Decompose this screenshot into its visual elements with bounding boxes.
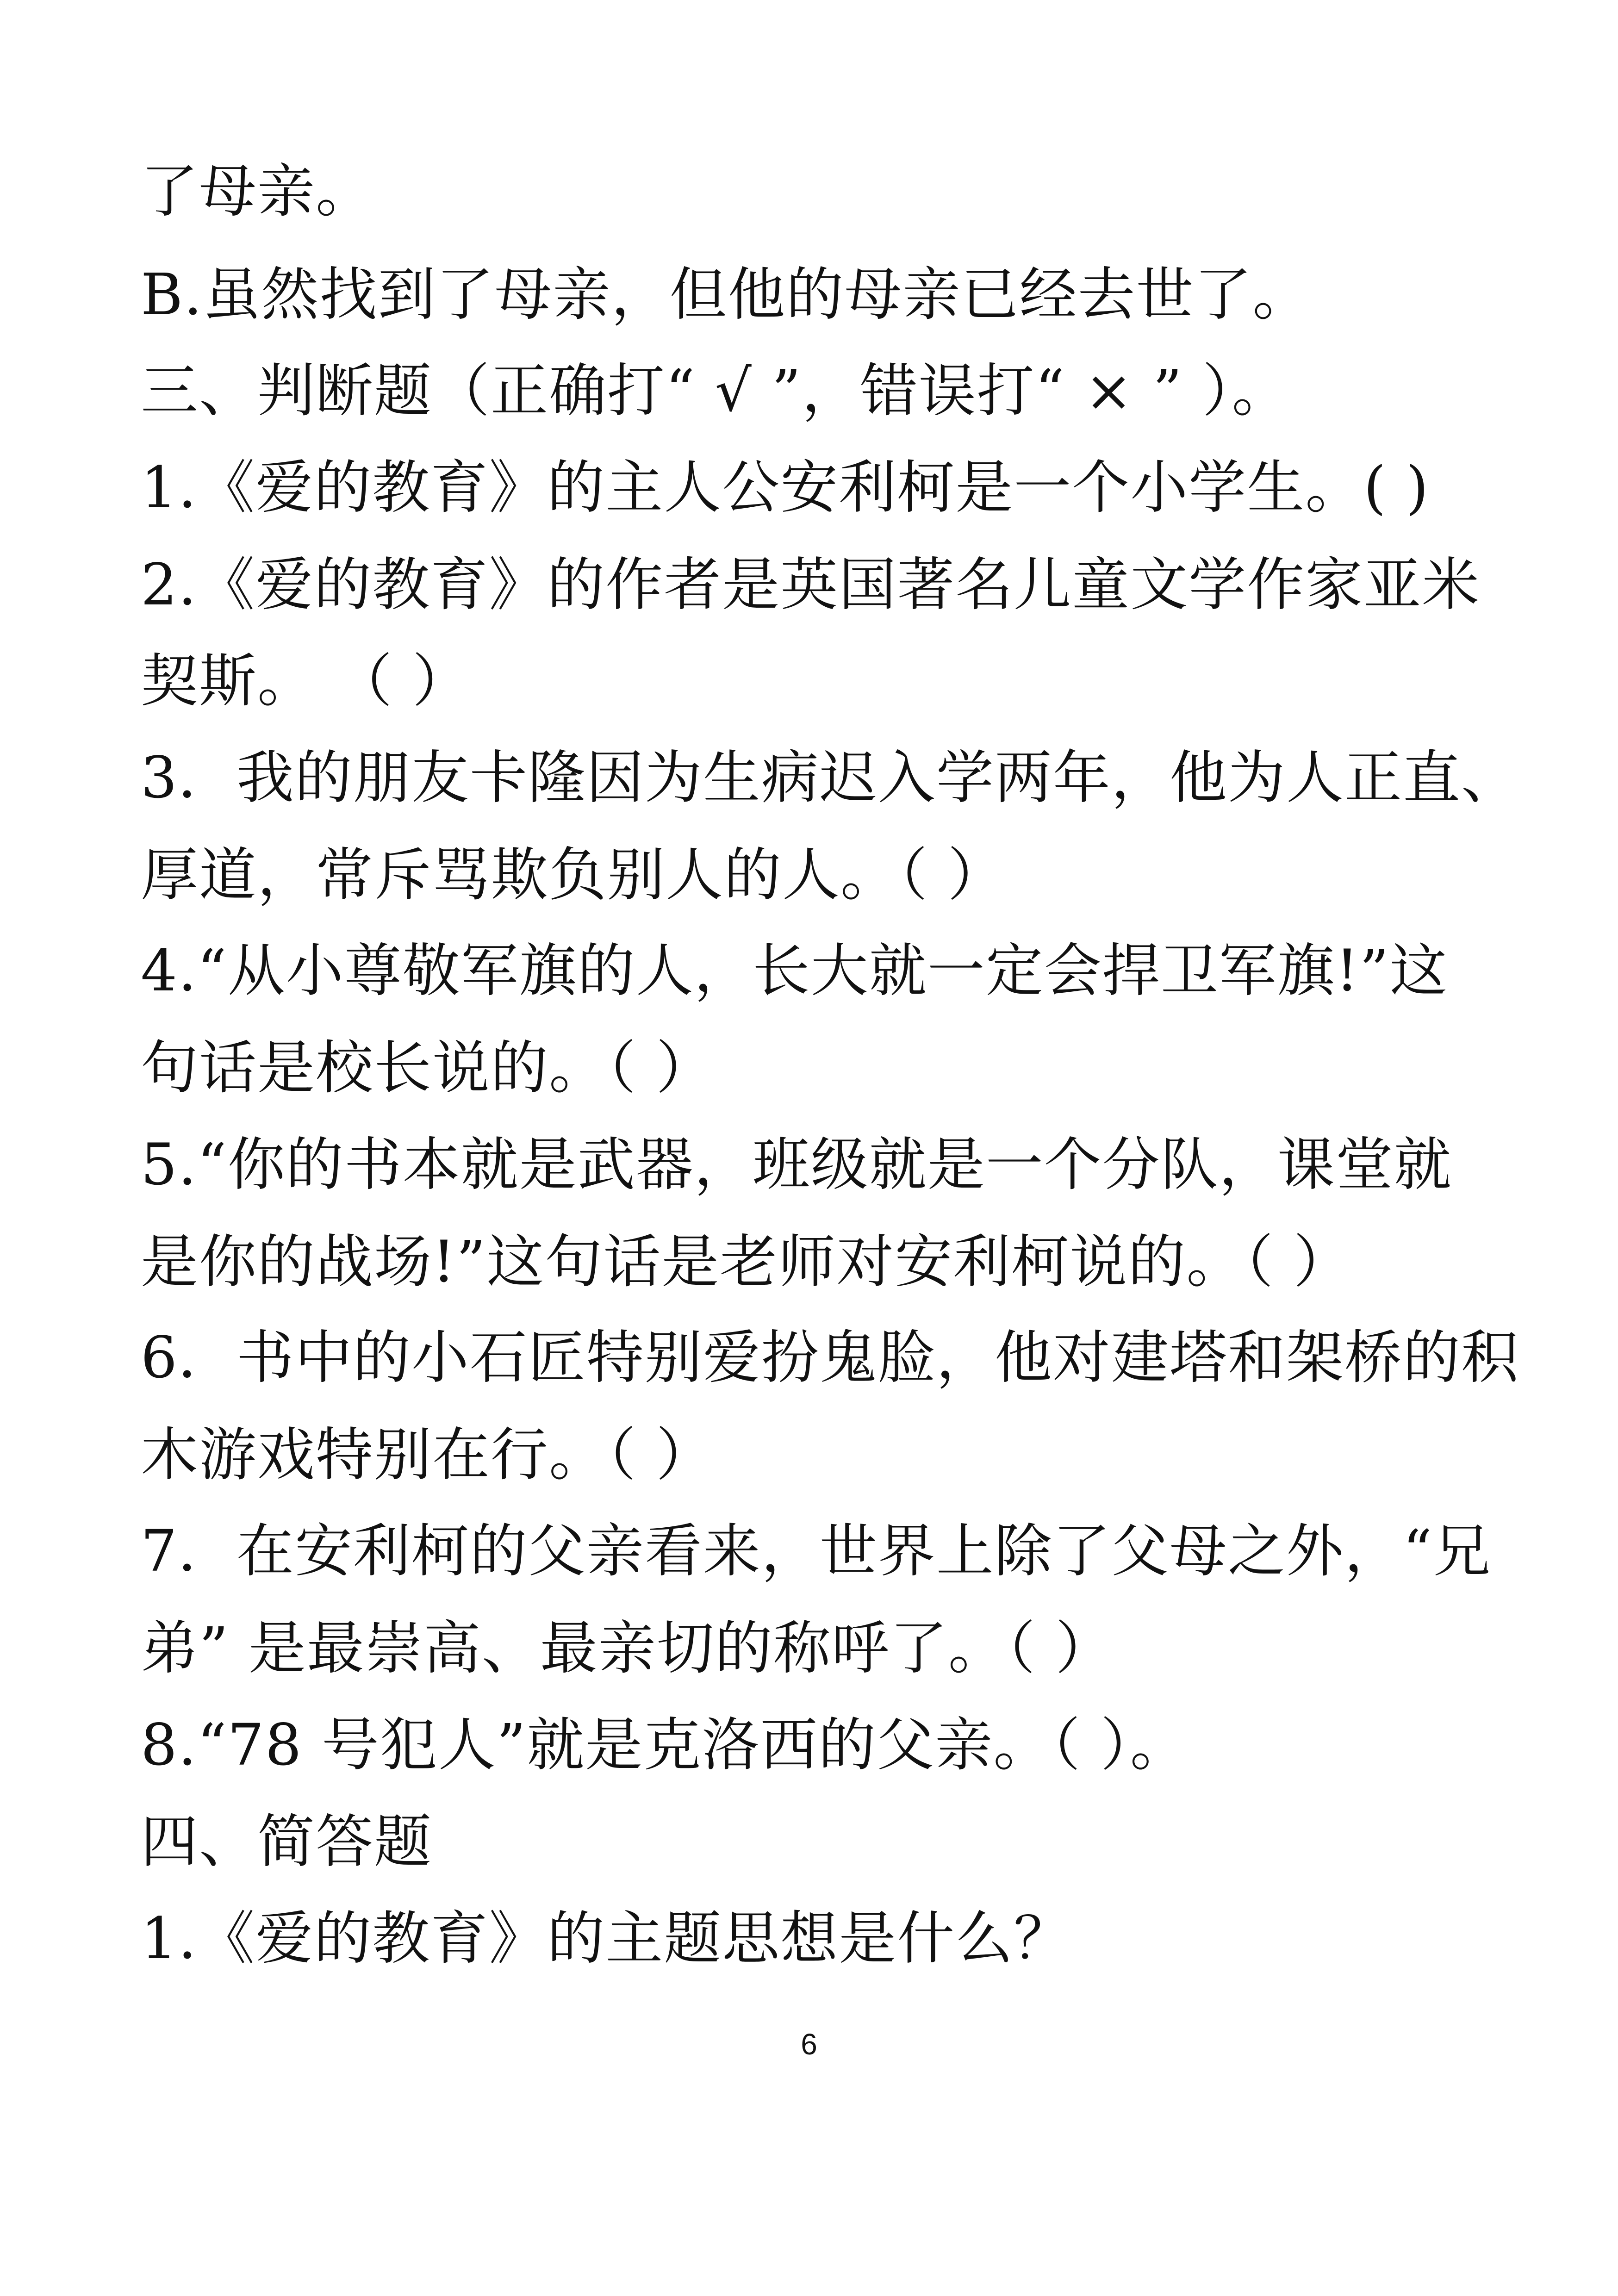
question-4: 4.“从小尊敬军旗的人，长大就一定会捍卫军旗!”这 bbox=[141, 938, 1448, 1004]
page-number: 6 bbox=[801, 2028, 817, 2061]
question-3-continued: 厚道，常斥骂欺负别人的人。（ ） bbox=[141, 842, 1006, 908]
short-answer-question-1: 1.《爱的教育》的主题思想是什么？ bbox=[141, 1905, 1072, 1972]
question-3: 3．我的朋友卡隆因为生病迟入学两年，他为人正直、 bbox=[141, 745, 1519, 811]
question-2: 2.《爱的教育》的作者是英国著名儿童文学作家亚米 bbox=[141, 552, 1481, 618]
text-line: 了母亲。 bbox=[141, 158, 374, 225]
question-6-continued: 木游戏特别在行。（ ） bbox=[141, 1422, 715, 1488]
question-8: 8.“78 号犯人”就是克洛西的父亲。（ ）。 bbox=[141, 1712, 1189, 1779]
question-7-continued: 弟” 是最崇高、最亲切的称呼了。（ ） bbox=[141, 1615, 1114, 1682]
question-7: 7．在安利柯的父亲看来，世界上除了父母之外，“兄 bbox=[141, 1518, 1492, 1585]
section-heading-true-false: 三、判断题（正确打“ √ ”，错误打“ × ” ）。 bbox=[141, 358, 1290, 424]
question-4-continued: 句话是校长说的。（ ） bbox=[141, 1035, 715, 1101]
question-5-continued: 是你的战场!”这句话是老师对安利柯说的。（ ） bbox=[141, 1229, 1352, 1295]
question-2-continued: 契斯。 （ ） bbox=[141, 648, 471, 715]
question-6: 6．书中的小石匠特别爱扮鬼脸，他对建塔和架桥的积 bbox=[141, 1325, 1519, 1391]
answer-option-b: B.虽然找到了母亲，但他的母亲已经去世了。 bbox=[141, 261, 1311, 328]
question-5: 5.“你的书本就是武器，班级就是一个分队，课堂就 bbox=[141, 1132, 1452, 1198]
question-1: 1.《爱的教育》的主人公安利柯是一个小学生。( ) bbox=[141, 454, 1430, 521]
section-heading-short-answer: 四、简答题 bbox=[141, 1809, 433, 1875]
